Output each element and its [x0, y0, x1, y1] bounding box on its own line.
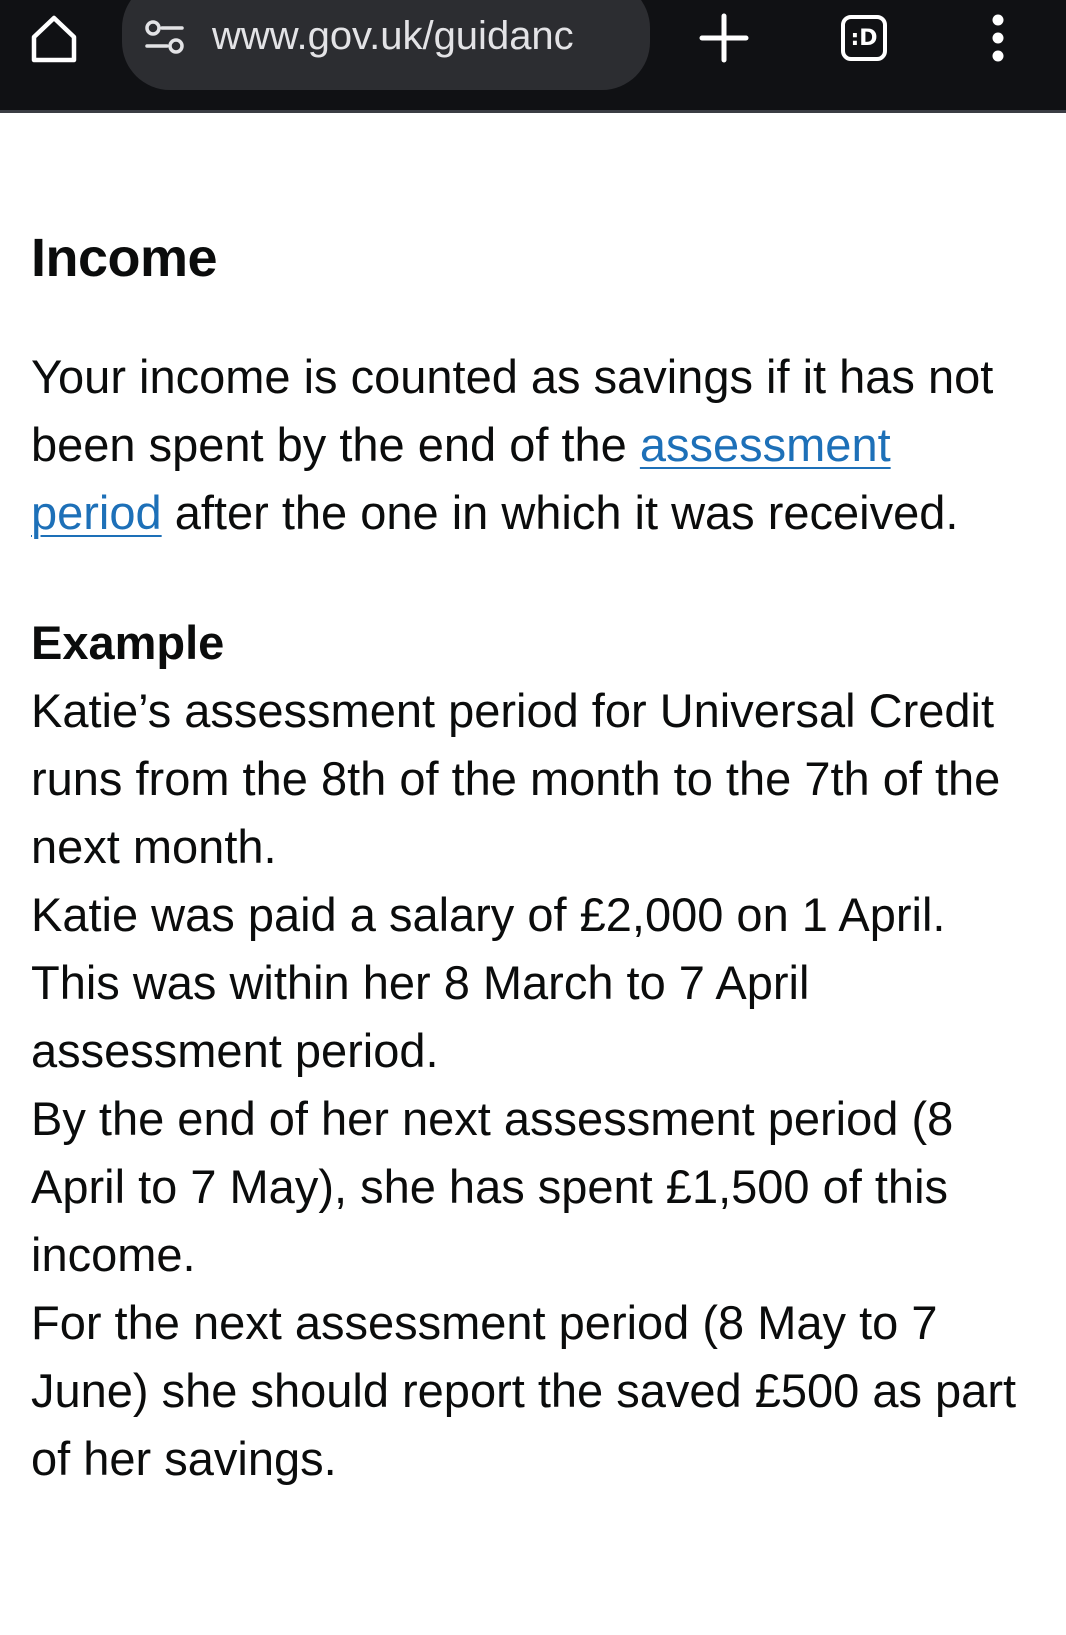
tab-switcher-icon: :D [841, 15, 887, 61]
example-line: Katie’s assessment period for Universal Credit runs from the 8th of the month to the 7th of the next month. [31, 684, 1001, 873]
example-line: Katie was paid a salary of £2,000 on 1 April. This was within her 8 March to 7 April assessment period. [31, 888, 946, 1077]
assessment-period-link[interactable]: assessment period [31, 418, 891, 539]
intro-text-after: after the one in which it was received. [161, 486, 959, 539]
url-text[interactable]: www.gov.uk/guidanc [212, 14, 574, 58]
site-settings-button[interactable] [142, 14, 188, 60]
article-content [31, 225, 1031, 1493]
intro-text-before: Your income is counted as savings if it has not been spent by the end of the [31, 350, 994, 471]
example-line: For the next assessment period (8 May to 7 June) she should report the saved £500 as part of her savings. [31, 1296, 1017, 1485]
browser-toolbar [0, 0, 1066, 113]
home-icon [28, 12, 80, 64]
section-heading: Income [31, 228, 218, 288]
new-tab-button[interactable] [692, 6, 756, 70]
more-menu-button[interactable] [966, 6, 1030, 70]
example-block [31, 609, 1031, 1493]
example-line: By the end of her next assessment period (8 April to 7 May), she has spent £1,500 of this income. [31, 1092, 954, 1281]
home-button[interactable] [22, 6, 86, 70]
more-vert-icon [966, 6, 1030, 70]
tune-icon [142, 14, 188, 60]
tab-switcher-button[interactable] [832, 6, 896, 70]
example-title: Example [31, 616, 225, 669]
intro-paragraph [31, 343, 1021, 547]
plus-icon [692, 6, 756, 70]
